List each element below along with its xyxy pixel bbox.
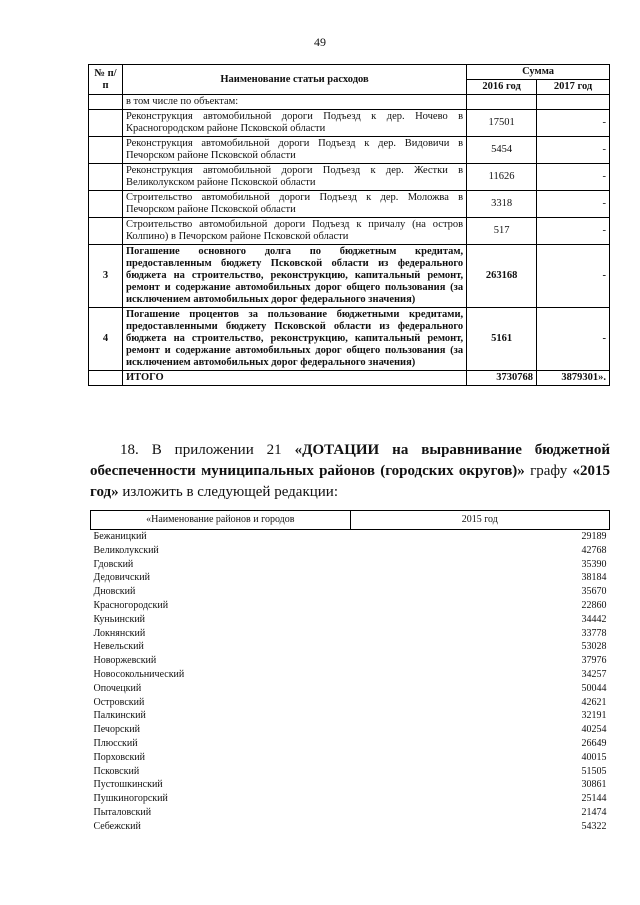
row-name: в том числе по объектам: [122,95,466,110]
table-row [89,137,610,164]
table-row [91,778,610,792]
row-num [89,164,123,191]
table-row [91,765,610,779]
row-value-2017: - [537,110,610,137]
row-name: ИТОГО [122,371,466,386]
district-value: 34257 [581,668,607,680]
table-row [91,613,610,627]
district-name: Бежаницкий [93,531,147,542]
row-num [89,95,123,110]
district-name: Новосокольнический [93,668,185,680]
row-value-2017: - [537,164,610,191]
row-value-2016: 17501 [467,110,537,137]
table-row [91,571,610,585]
district-value: 40015 [581,751,607,763]
row-value-2017: - [537,308,610,371]
subsidies-table [90,510,610,834]
district-name: Дедовичский [93,572,150,584]
table-row [91,558,610,572]
district-value: 38184 [581,572,607,584]
district-name: Невельский [93,641,144,653]
table-row [91,696,610,710]
row-name: Реконструкция автомобильной дороги Подъезд к дер. Ночево в Красногородском районе Псковской области [122,110,466,137]
table-row [91,682,610,696]
row-value-2017: - [537,191,610,218]
district-value: 42621 [581,696,607,708]
table-row [91,627,610,641]
row-num: 4 [89,308,123,371]
table-row [91,792,610,806]
column-name: «2015 год» [90,463,610,500]
district-name: Плюсский [93,737,138,749]
district-value: 54322 [581,820,607,832]
table-row [89,191,610,218]
paragraph-number: 18. [120,442,139,458]
district-name: Дновский [93,586,136,598]
row-value-2016: 5161 [467,308,537,371]
table-row [89,110,610,137]
col-header-district: «Наименование районов и городов [91,511,351,530]
table-row [91,530,610,544]
district-name: Порховский [93,751,146,763]
table-row [89,308,610,371]
district-value: 40254 [581,724,607,736]
row-value-2016: 3318 [467,191,537,218]
table-row [91,640,610,654]
district-value: 35670 [581,586,607,598]
district-name: Красногородский [93,599,169,611]
row-name: Реконструкция автомобильной дороги Подъезд к дер. Жестки в Великолукском районе Псковской области [122,164,466,191]
row-value-2016: 11626 [467,164,537,191]
table-row [91,544,610,558]
subsidies-table-body [91,530,610,834]
district-value: 53028 [581,641,607,653]
table-row [89,218,610,245]
row-value-2017: - [537,245,610,308]
district-value: 29189 [581,531,607,542]
table-row [91,585,610,599]
table-row [91,737,610,751]
district-value: 22860 [581,599,607,611]
row-num [89,218,123,245]
table-row [89,245,610,308]
row-value-2016: 263168 [467,245,537,308]
table-row [91,751,610,765]
paragraph-text: В приложении 21 [151,442,295,458]
row-value-2017: - [537,137,610,164]
district-value: 34442 [581,613,607,625]
row-num: 3 [89,245,123,308]
col-header-name: Наименование статьи расходов [122,65,466,95]
district-value: 21474 [581,806,607,818]
row-value-2016: 5454 [467,137,537,164]
table-row [89,164,610,191]
district-value: 25144 [581,793,607,805]
district-value: 30861 [581,779,607,791]
row-name: Реконструкция автомобильной дороги Подъезд к дер. Видовичи в Печорском районе Псковской области [122,137,466,164]
paragraph-text: графу [524,463,573,479]
district-name: Пыталовский [93,806,152,818]
col-header-sum: Сумма [467,65,610,80]
district-name: Опочецкий [93,682,142,694]
row-value-2016: 517 [467,218,537,245]
appendix-title: «ДОТАЦИИ на выравнивание бюджетной обеспеченности муниципальных районов (городских округов)» [90,442,610,479]
district-name: Великолукский [93,544,159,556]
row-num [89,191,123,218]
row-name: Строительство автомобильной дороги Подъезд к дер. Моложва в Печорском районе Псковской области [122,191,466,218]
district-value: 26649 [581,737,607,749]
table-row [91,806,610,820]
district-value: 33778 [581,627,607,639]
table-row-total [89,371,610,386]
amendment-paragraph [90,440,610,503]
district-name: Пушкиногорский [93,793,168,805]
row-num [89,110,123,137]
col-header-2015: 2015 год [350,511,609,530]
col-header-2016: 2016 год [467,80,537,95]
row-value-2016: 3730768 [467,371,537,386]
district-name: Гдовский [93,558,134,570]
row-value-2016 [467,95,537,110]
district-value: 50044 [581,682,607,694]
district-name: Печорский [93,724,140,736]
row-value-2017: 3879301». [537,371,610,386]
district-name: Себежский [93,820,141,832]
row-name: Погашение основного долга по бюджетным кредитам, предоставленным бюджету Псковской области из федерального бюджета на строительство, реконструкцию, капитальный ремонт, ремонт и содержание автомобильных дорог общего пользования (за исключением автомобильных дорог федерального значения) [122,245,466,308]
district-value: 42768 [581,544,607,556]
district-name: Локнянский [93,627,146,639]
page-number: 49 [314,35,326,49]
row-value-2017 [537,95,610,110]
district-value: 51505 [581,765,607,777]
table-row [91,723,610,737]
table-row [91,820,610,834]
district-name: Пустошкинский [93,779,163,791]
row-name: Строительство автомобильной дороги Подъезд к причалу (на остров Колпино) в Печорском районе Псковской области [122,218,466,245]
col-header-2017: 2017 год [537,80,610,95]
district-name: Куньинский [93,613,146,625]
row-num [89,371,123,386]
row-num [89,137,123,164]
district-name: Палкинский [93,710,146,722]
table-row [89,95,610,110]
paragraph-text: изложить в следующей редакции: [118,484,338,500]
district-name: Островский [93,696,145,708]
district-value: 32191 [581,710,607,722]
district-value: 37976 [581,655,607,667]
table-row [91,709,610,723]
col-header-num: № п/п [89,65,123,95]
district-name: Новоржевский [93,655,157,667]
district-name: Псковский [93,765,140,777]
table-row [91,599,610,613]
row-name: Погашение процентов за пользование бюджетными кредитами, предоставленными бюджету Псковской области из федерального бюджета на строительство, реконструкцию, капитальный ремонт, ремонт и содержание автомобильных дорог общего пользования (за исключением автомобильных дорог федерального значения) [122,308,466,371]
expenses-table [88,64,610,386]
district-value: 35390 [581,558,607,570]
table-row [91,654,610,668]
row-value-2017: - [537,218,610,245]
table-row [91,668,610,682]
